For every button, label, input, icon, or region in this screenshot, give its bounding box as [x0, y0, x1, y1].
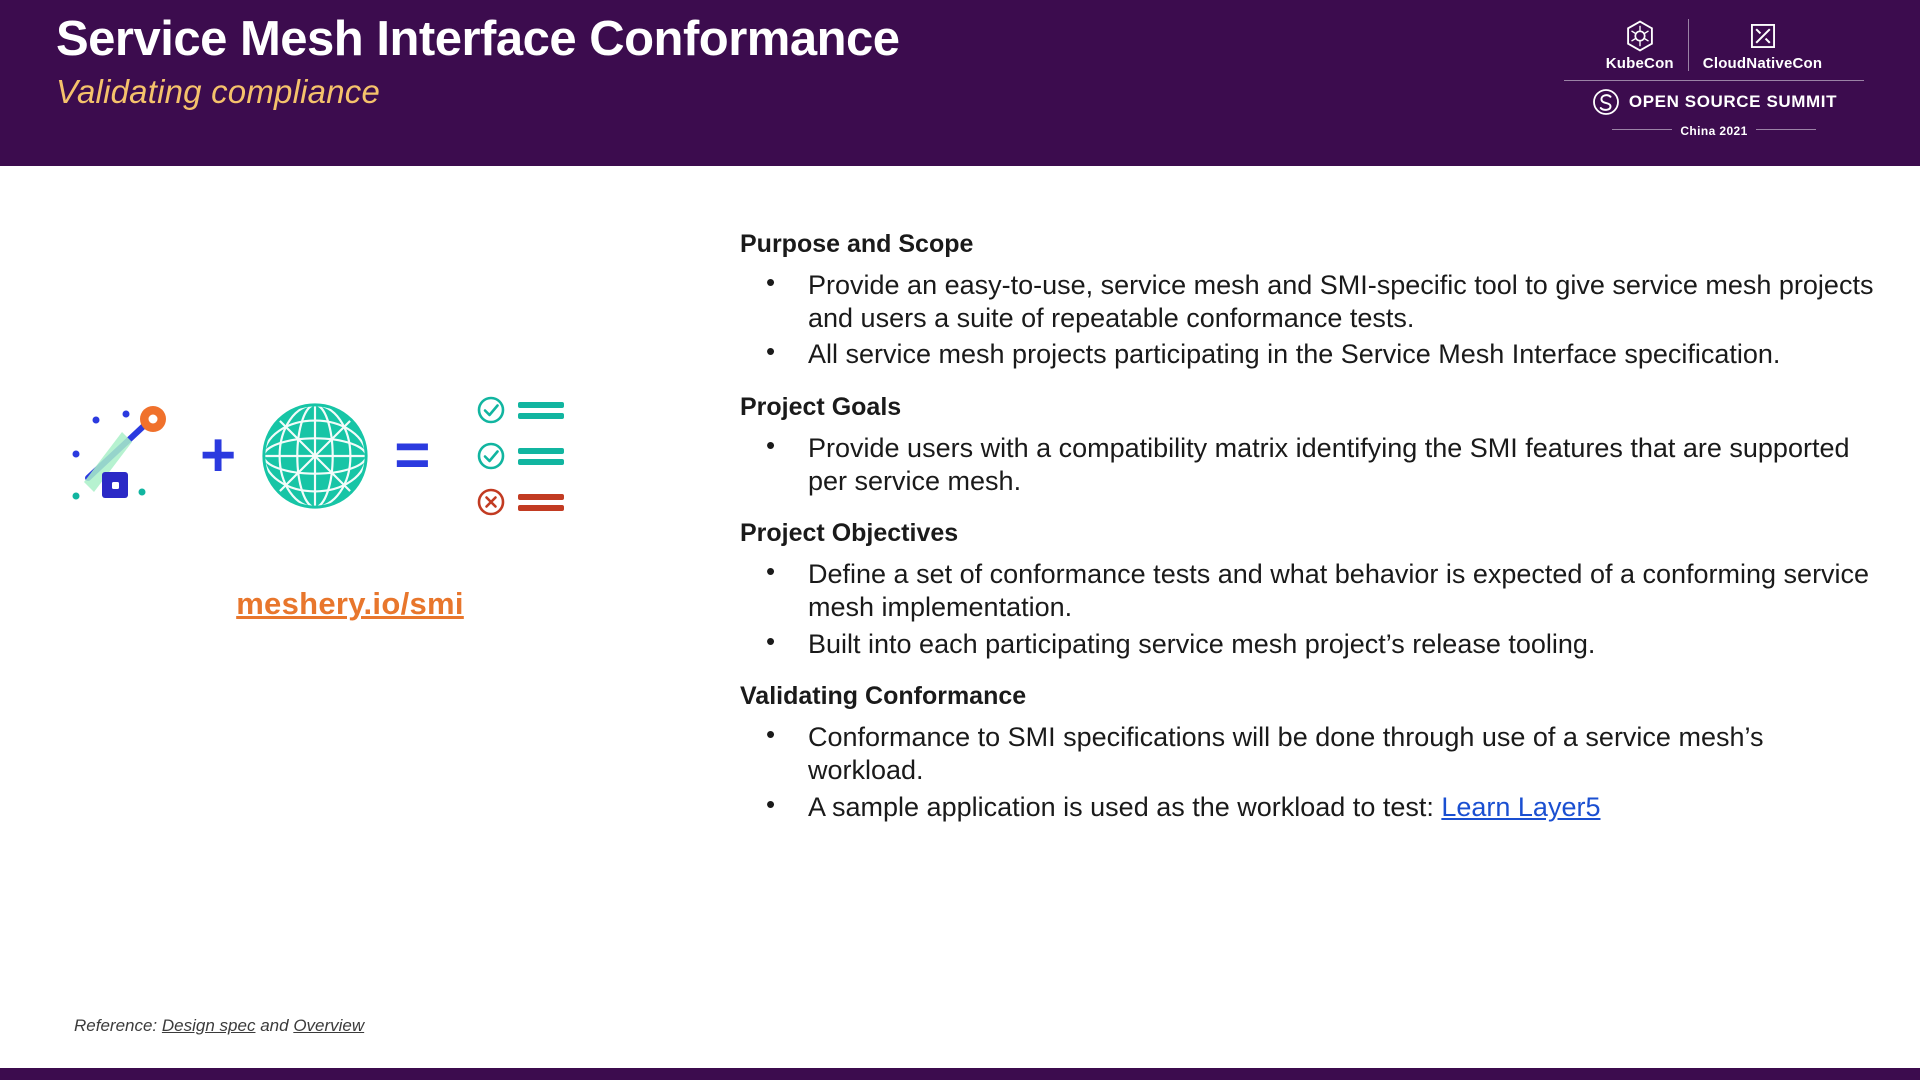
- check-row: [476, 395, 564, 425]
- open-source-summit-s-icon: [1591, 87, 1621, 117]
- check-row: [476, 441, 564, 471]
- kubecon-label: KubeCon: [1605, 54, 1674, 72]
- logo-row-bottom: [1564, 87, 1864, 117]
- left-column: [0, 166, 740, 1080]
- list-item: [740, 791, 1880, 824]
- cloudnativecon-label: CloudNativeCon: [1702, 54, 1823, 72]
- conformance-results-checklist: [476, 395, 564, 517]
- reference-conjunction: and: [260, 1016, 289, 1035]
- list-item: • All service mesh projects participating in the Service Mesh Interface specification.: [740, 338, 1880, 371]
- reference-link-design-spec[interactable]: Design spec: [161, 1016, 256, 1035]
- learn-layer5-link[interactable]: Learn Layer5: [1441, 791, 1601, 822]
- check-row: [476, 487, 564, 517]
- bullet-list-project-goals: [740, 432, 1880, 497]
- section-heading-purpose-and-scope: Purpose and Scope: [740, 230, 974, 258]
- open-source-summit-label: OPEN SOURCE SUMMIT: [1628, 92, 1838, 111]
- meshery-smi-link[interactable]: meshery.io/smi: [236, 586, 464, 621]
- list-item: • Define a set of conformance tests and what behavior is expected of a conforming service mesh implementation.: [740, 558, 1880, 623]
- header-text-block: [56, 14, 900, 111]
- logo-row-top: [1564, 14, 1864, 76]
- bullet-list-project-objectives: [740, 558, 1880, 660]
- result-bars: [518, 448, 564, 465]
- oss-year-row: [1564, 121, 1864, 138]
- logo-horizontal-rule: [1564, 80, 1864, 81]
- kubernetes-wheel-icon: [1623, 19, 1657, 53]
- result-bars: [518, 402, 564, 419]
- cncf-cube-icon: [1746, 19, 1780, 53]
- content-column: [740, 230, 1880, 827]
- bullet-list-validating-conformance: [740, 721, 1880, 823]
- list-item: • Provide an easy-to-use, service mesh and SMI-specific tool to give service mesh projects and users a suite of repeatable conformance tests.: [740, 269, 1880, 334]
- conference-logo-block: [1564, 14, 1864, 149]
- section-heading-project-goals: Project Goals: [740, 392, 902, 421]
- oss-line-left: [1612, 129, 1672, 130]
- meshery-logo-icon: [60, 396, 180, 516]
- oss-year-label: China 2021: [1680, 124, 1748, 138]
- x-circle-icon: [476, 487, 506, 517]
- service-mesh-sphere-icon: [256, 397, 374, 515]
- page-title: Service Mesh Interface Conformance: [56, 12, 900, 66]
- list-item: • Provide users with a compatibility matrix identifying the SMI features that are supported per service mesh.: [740, 432, 1880, 497]
- result-bars: [518, 494, 564, 511]
- check-circle-icon: [476, 441, 506, 471]
- list-item-text: A sample application is used as the workload to test:: [808, 791, 1442, 822]
- reference-prefix: Reference:: [74, 1016, 158, 1035]
- kubecon-logo: [1592, 19, 1688, 72]
- reference-note: [74, 1016, 364, 1036]
- conformance-equation-graphic: [60, 386, 620, 526]
- section-heading-validating-conformance: Validating Conformance: [740, 682, 1027, 711]
- oss-line-right: [1756, 129, 1816, 130]
- list-item: • Conformance to SMI specifications will be done through use of a service mesh’s workload.: [740, 721, 1880, 786]
- equals-sign: =: [394, 421, 431, 490]
- check-circle-icon: [476, 395, 506, 425]
- list-item: • Built into each participating service mesh project’s release tooling.: [740, 628, 1880, 661]
- section-heading-project-objectives: Project Objectives: [740, 519, 959, 548]
- bottom-accent-bar: [0, 1068, 1920, 1080]
- cloudnativecon-logo: [1689, 19, 1836, 72]
- page-subtitle: Validating compliance: [56, 73, 381, 111]
- reference-link-overview[interactable]: Overview: [293, 1016, 365, 1035]
- slide-header: [0, 0, 1920, 166]
- bullet-list-purpose-and-scope: [740, 269, 1880, 371]
- plus-sign: +: [200, 421, 237, 490]
